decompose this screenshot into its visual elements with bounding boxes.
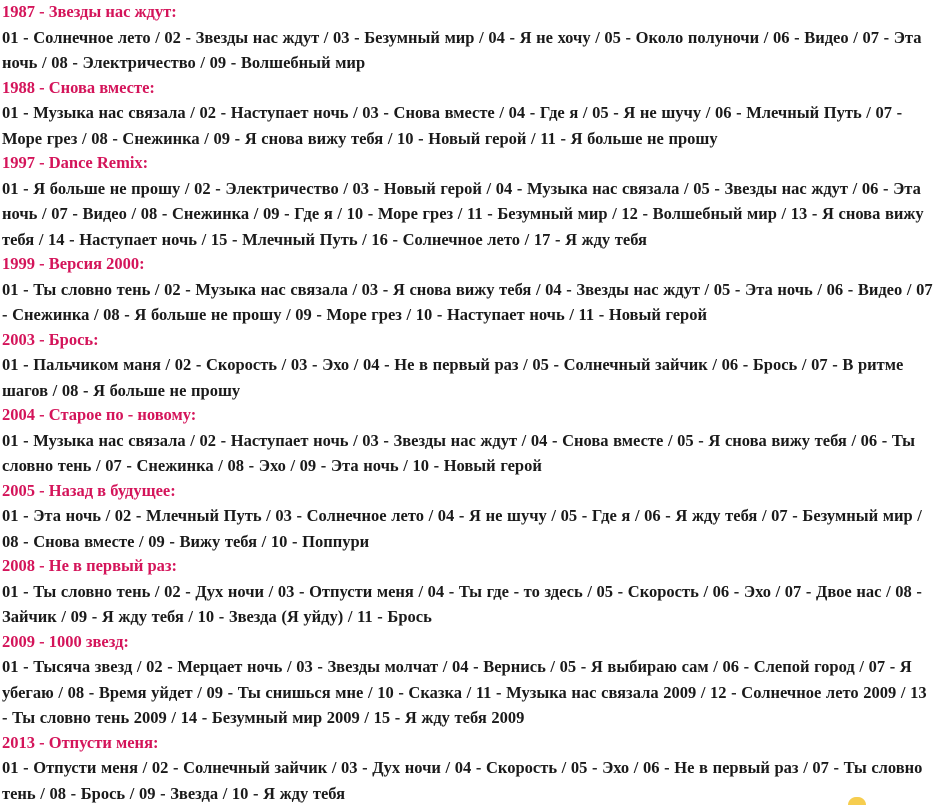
album-title: 2009 - 1000 звезд: xyxy=(2,630,934,655)
album-2009 xyxy=(2,630,934,731)
album-title: 2005 - Назад в будущее: xyxy=(2,479,934,504)
album-title: 2003 - Брось: xyxy=(2,328,934,353)
album-tracklist: 01 - Солнечное лето / 02 - Звезды нас ждут / 03 - Безумный мир / 04 - Я не хочу / 05 - Около полуночи / 06 - Видео / 07 - Эта ночь / 08 - Электричество / 09 - Волшебный мир xyxy=(2,25,934,76)
album-title: 2004 - Старое по - новому: xyxy=(2,403,934,428)
album-title: 2008 - Не в первый раз: xyxy=(2,554,934,579)
album-2004 xyxy=(2,403,934,479)
album-tracklist: 01 - Тысяча звезд / 02 - Мерцает ночь / 03 - Звезды молчат / 04 - Вернись / 05 - Я выбираю сам / 06 - Слепой город / 07 - Я убегаю / 08 - Время уйдет / 09 - Ты снишься мне / 10 - Сказка / 11 - Музыка нас связала 2009 / 12 - Солнечное лето 2009 / 13 - Ты словно тень 2009 / 14 - Безумный мир 2009 / 15 - Я жду тебя 2009 xyxy=(2,654,934,731)
album-title: 2013 - Отпусти меня: xyxy=(2,731,934,756)
album-title: 1987 - Звезды нас ждут: xyxy=(2,0,934,25)
album-tracklist: 01 - Отпусти меня / 02 - Солнечный зайчик / 03 - Дух ночи / 04 - Скорость / 05 - Эхо / 06 - Не в первый раз / 07 - Ты словно тень / 08 - Брось / 09 - Звезда / 10 - Я жду тебя xyxy=(2,755,934,806)
album-title: 1999 - Версия 2000: xyxy=(2,252,934,277)
album-tracklist: 01 - Пальчиком маня / 02 - Скорость / 03 - Эхо / 04 - Не в первый раз / 05 - Солнечный зайчик / 06 - Брось / 07 - В ритме шагов / 08 - Я больше не прошу xyxy=(2,352,934,403)
album-1997 xyxy=(2,151,934,252)
album-tracklist: 01 - Ты словно тень / 02 - Дух ночи / 03 - Отпусти меня / 04 - Ты где - то здесь / 05 - Скорость / 06 - Эхо / 07 - Двое нас / 08 - Зайчик / 09 - Я жду тебя / 10 - Звезда (Я уйду) / 11 - Брось xyxy=(2,579,934,630)
album-tracklist: 01 - Ты словно тень / 02 - Музыка нас связала / 03 - Я снова вижу тебя / 04 - Звезды нас ждут / 05 - Эта ночь / 06 - Видео / 07 - Снежинка / 08 - Я больше не прошу / 09 - Море грез / 10 - Наступает ночь / 11 - Новый герой xyxy=(2,277,934,328)
album-tracklist: 01 - Я больше не прошу / 02 - Электричество / 03 - Новый герой / 04 - Музыка нас связала / 05 - Звезды нас ждут / 06 - Эта ночь / 07 - Видео / 08 - Снежинка / 09 - Где я / 10 - Море грез / 11 - Безумный мир / 12 - Волшебный мир / 13 - Я снова вижу тебя / 14 - Наступает ночь / 15 - Млечный Путь / 16 - Солнечное лето / 17 - Я жду тебя xyxy=(2,176,934,253)
album-1999 xyxy=(2,252,934,328)
album-2005 xyxy=(2,479,934,555)
corner-decoration xyxy=(848,797,866,805)
discography-list xyxy=(2,0,934,806)
album-tracklist: 01 - Музыка нас связала / 02 - Наступает ночь / 03 - Звезды нас ждут / 04 - Снова вместе / 05 - Я снова вижу тебя / 06 - Ты словно тень / 07 - Снежинка / 08 - Эхо / 09 - Эта ночь / 10 - Новый герой xyxy=(2,428,934,479)
album-1987 xyxy=(2,0,934,76)
album-title: 1988 - Снова вместе: xyxy=(2,76,934,101)
album-tracklist: 01 - Музыка нас связала / 02 - Наступает ночь / 03 - Снова вместе / 04 - Где я / 05 - Я не шучу / 06 - Млечный Путь / 07 - Море грез / 08 - Снежинка / 09 - Я снова вижу тебя / 10 - Новый герой / 11 - Я больше не прошу xyxy=(2,100,934,151)
album-tracklist: 01 - Эта ночь / 02 - Млечный Путь / 03 - Солнечное лето / 04 - Я не шучу / 05 - Где я / 06 - Я жду тебя / 07 - Безумный мир / 08 - Снова вместе / 09 - Вижу тебя / 10 - Поппури xyxy=(2,503,934,554)
album-title: 1997 - Dance Remix: xyxy=(2,151,934,176)
album-1988 xyxy=(2,76,934,152)
album-2008 xyxy=(2,554,934,630)
album-2003 xyxy=(2,328,934,404)
album-2013 xyxy=(2,731,934,806)
